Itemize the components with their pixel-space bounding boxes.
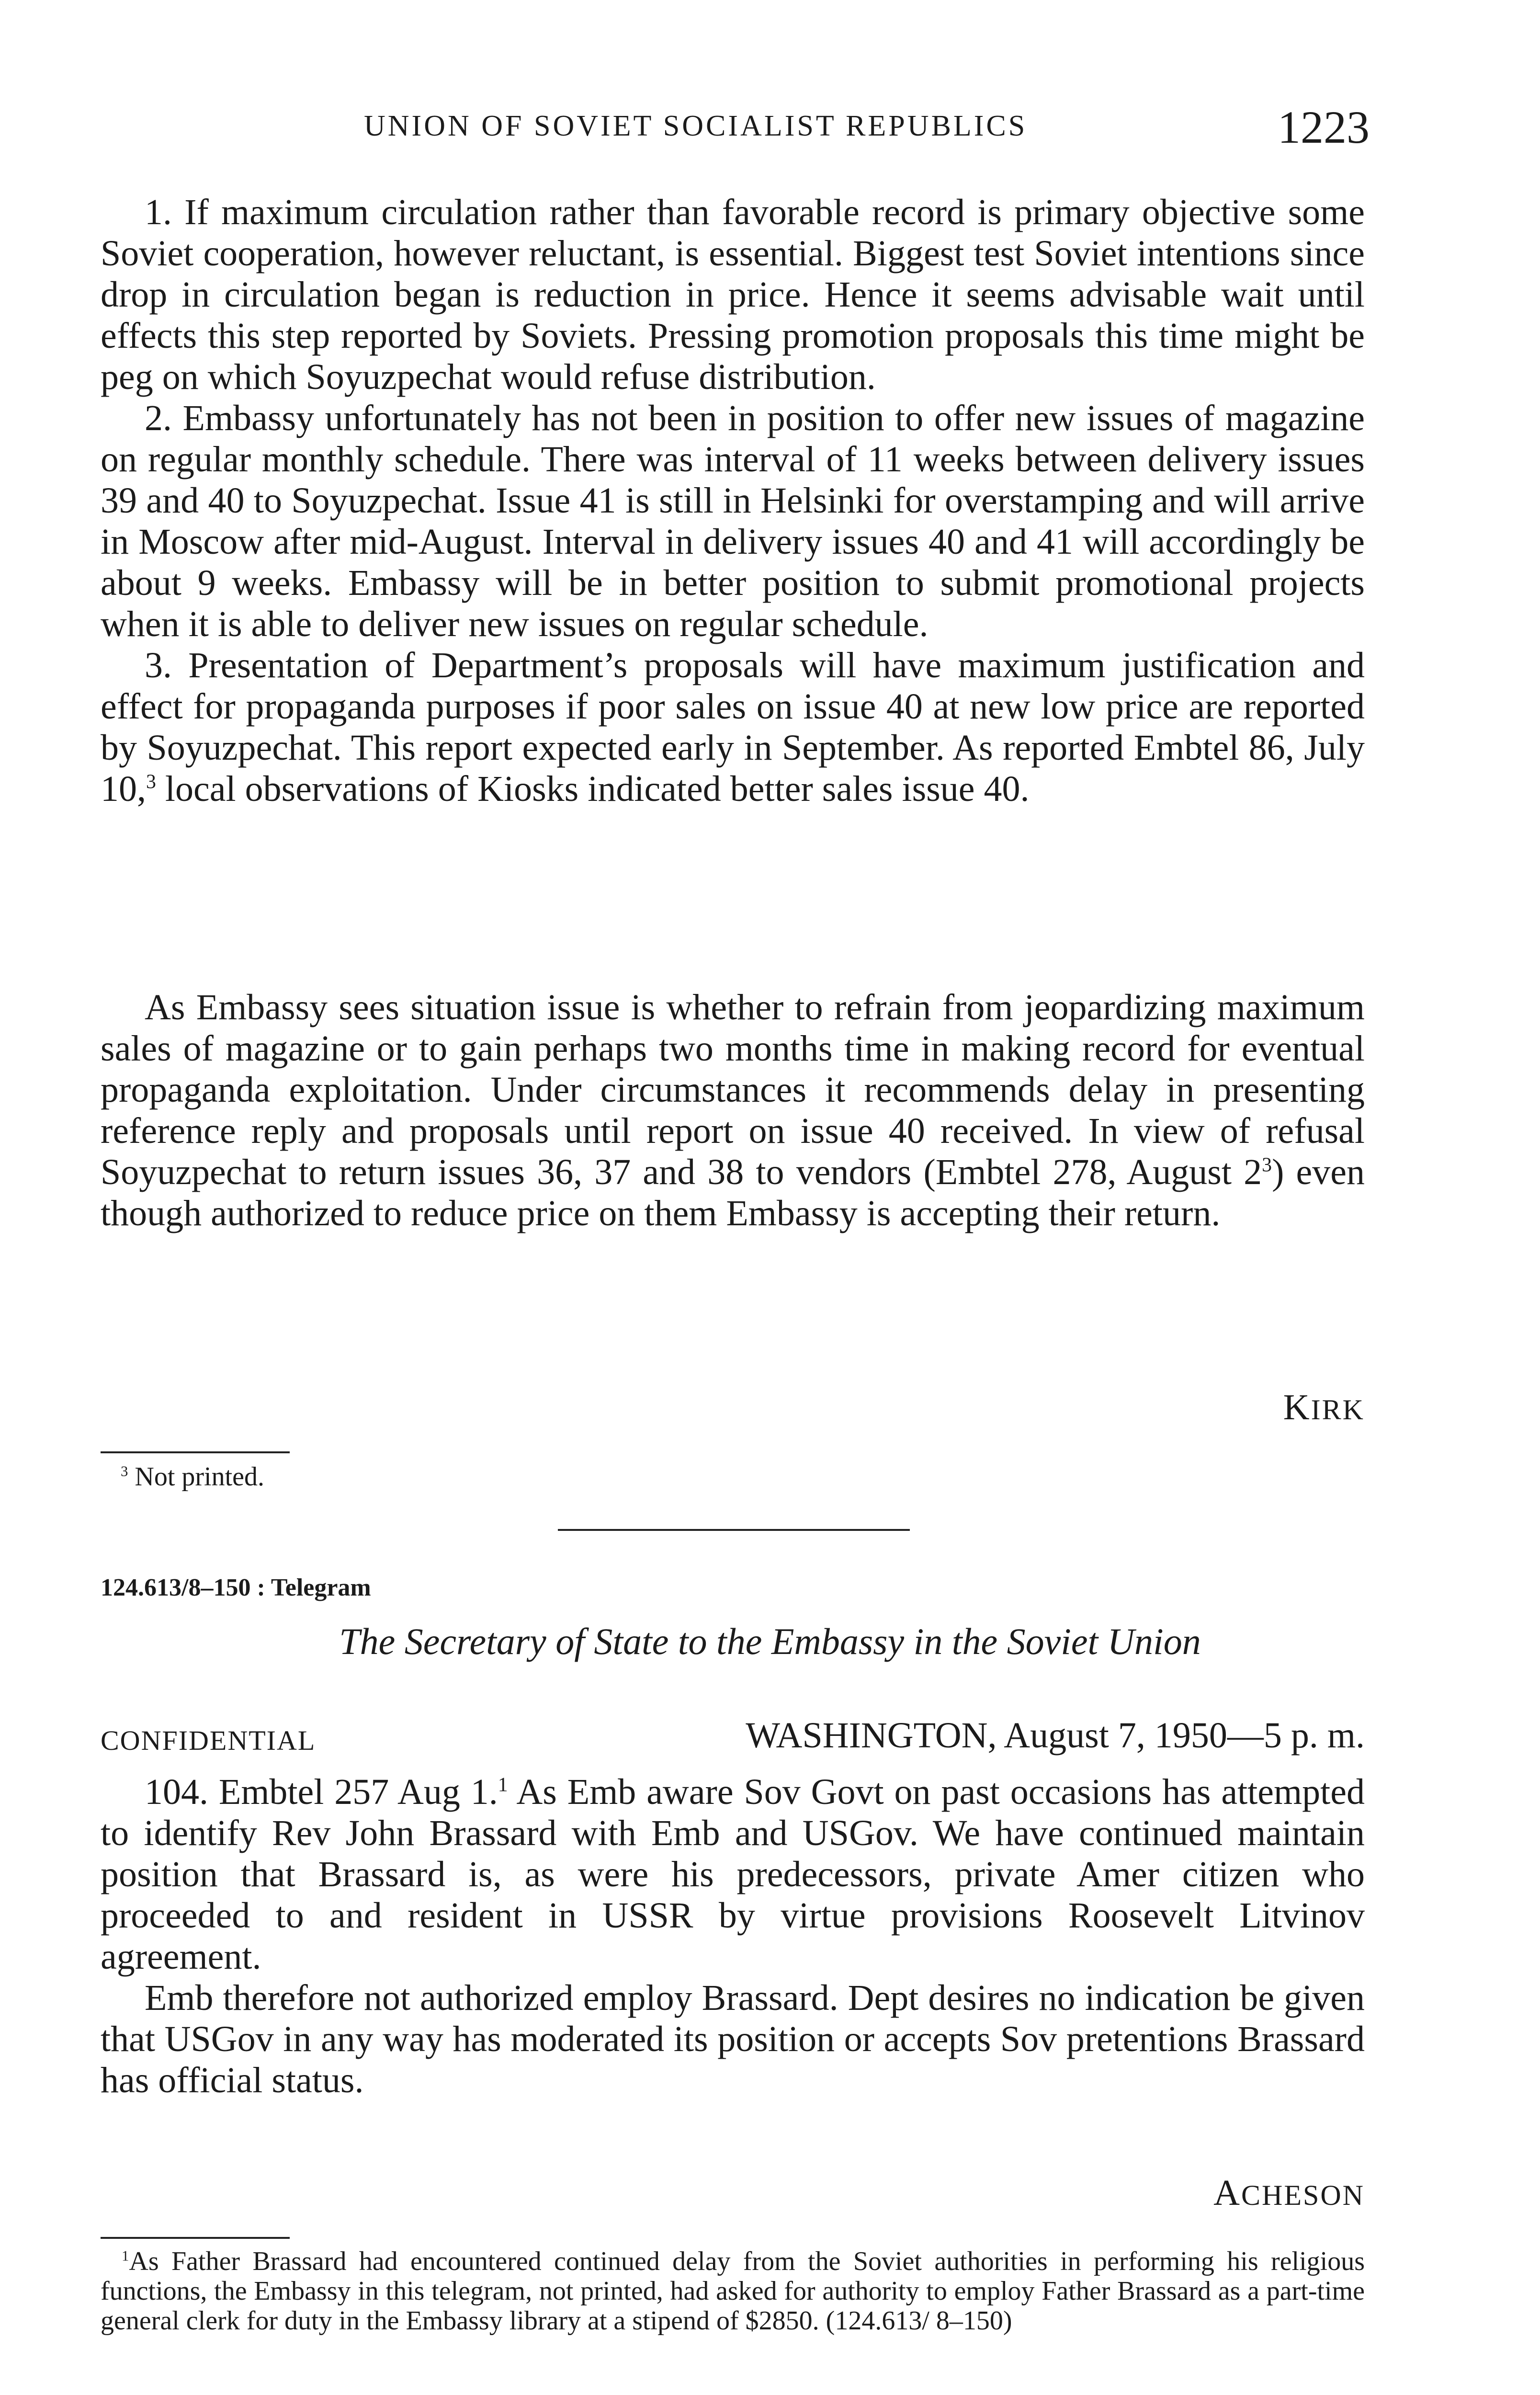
page-header (364, 104, 1370, 157)
paragraph-3-text-b: local observations of Kiosks indicated better sales issue 40. (156, 769, 1030, 809)
classification: CONFIDENTIAL (101, 1725, 316, 1756)
conclusion-text-a: As Embassy sees situation issue is whether to refrain from jeopardizing maximum sales of magazine or to gain perhaps two months time in making record for eventual propaganda exploitation. Under circumstances it recommends delay in presenting reference reply and proposals until report on issue 40 received. In view of refusal Soyuzpechat to return issues 36, 37 and 38 to vendors (Embtel 278, August 2 (101, 987, 1365, 1192)
paragraph-3 (101, 645, 1365, 810)
telegram-paragraph-1-text-a: 104. Embtel 257 Aug 1. (145, 1772, 498, 1812)
signature-initial: A (1213, 2173, 1241, 2213)
signature-kirk (1283, 1387, 1365, 1428)
telegram-paragraph-2: Emb therefore not authorized employ Brassard. Dept desires no indication be given that USGov in any way has moderated its position or accepts Sov pretentions Brassard has official status. (101, 1978, 1365, 2100)
paragraph-1: 1. If maximum circulation rather than favorable record is primary objective some Soviet cooperation, however reluctant, is essential. Biggest test Soviet intentions since drop in circulation began is reduction in price. Hence it seems advisable wait until effects this step reported by Soviets. Pressing promotion proposals this time might be peg on which Soyuzpechat would refuse distribution. (101, 192, 1365, 397)
first-document-numbered-paragraphs (101, 192, 1365, 810)
section-divider (558, 1529, 910, 1531)
second-document-body (101, 1771, 1365, 2101)
first-document-conclusion (101, 987, 1365, 1234)
dateline: WASHINGTON, August 7, 1950—5 p. m. (746, 1715, 1365, 1756)
footnote-mark: 1 (122, 2247, 129, 2264)
footnote-1-text: As Father Brassard had encountered continued delay from the Soviet authorities in performing his religious functions, the Embassy in this telegram, not printed, had asked for authority to employ Father Brassard as a part-time general clerk for duty in the Embassy library at a stipend of $2850. (124.613/ 8–150) (101, 2247, 1365, 2336)
running-head: UNION OF SOVIET SOCIALIST REPUBLICS (364, 110, 1028, 142)
classification-dateline-row (101, 1715, 1365, 1763)
footnote-mark: 3 (121, 1463, 128, 1480)
paragraph-2: 2. Embassy unfortunately has not been in position to offer new issues of magazine on regular monthly schedule. There was interval of 11 weeks between delivery issues 39 and 40 to Soyuzpechat. Issue 41 is still in Helsinki for overstamping and will arrive in Moscow after mid-August. Interval in delivery issues 40 and 41 will accordingly be about 9 weeks. Embassy will be in better position to submit promotional projects when it is able to deliver new issues on regular schedule. (101, 398, 1365, 644)
conclusion-text-b: ) even though authorized to reduce price on them Embassy is accepting their return. (101, 1152, 1365, 1233)
footnote-3 (121, 1462, 264, 1492)
footnote-3-text: Not printed. (135, 1462, 265, 1492)
telegram-paragraph-1-text-b: As Emb aware Sov Govt on past occasions has attempted to identify Rev John Brassard with Emb and USGov. We have continued maintain position that Brassard is, as were his predecessors, private Amer citizen who proceeded to and resident in USSR by virtue provisions Roosevelt Litvinov agreement. (101, 1772, 1365, 1977)
footnote-rule (101, 2237, 290, 2239)
signature-initial: K (1283, 1387, 1311, 1427)
telegram-paragraph-1 (101, 1771, 1365, 1977)
footnote-reference: 3 (1262, 1154, 1272, 1176)
paragraph-3-text-a: 3. Presentation of Department’s proposals will have maximum justification and effect for propaganda purposes if poor sales on issue 40 at new low price are reported by Soyuzpechat. This report expected early in September. As reported Embtel 86, July 10, (101, 645, 1365, 809)
document-title: The Secretary of State to the Embassy in the Soviet Union (339, 1620, 1201, 1662)
footnote-1 (101, 2247, 1365, 2336)
file-reference: 124.613/8–150 : Telegram (101, 1574, 371, 1601)
page-number: 1223 (1278, 102, 1370, 153)
conclusion-paragraph (101, 987, 1365, 1234)
signature-rest: IRK (1311, 1394, 1365, 1426)
signature-rest: CHESON (1241, 2179, 1365, 2211)
footnote-reference: 3 (146, 771, 156, 793)
footnote-rule (101, 1451, 290, 1453)
signature-acheson (1213, 2172, 1365, 2214)
footnote-reference: 1 (498, 1774, 508, 1796)
